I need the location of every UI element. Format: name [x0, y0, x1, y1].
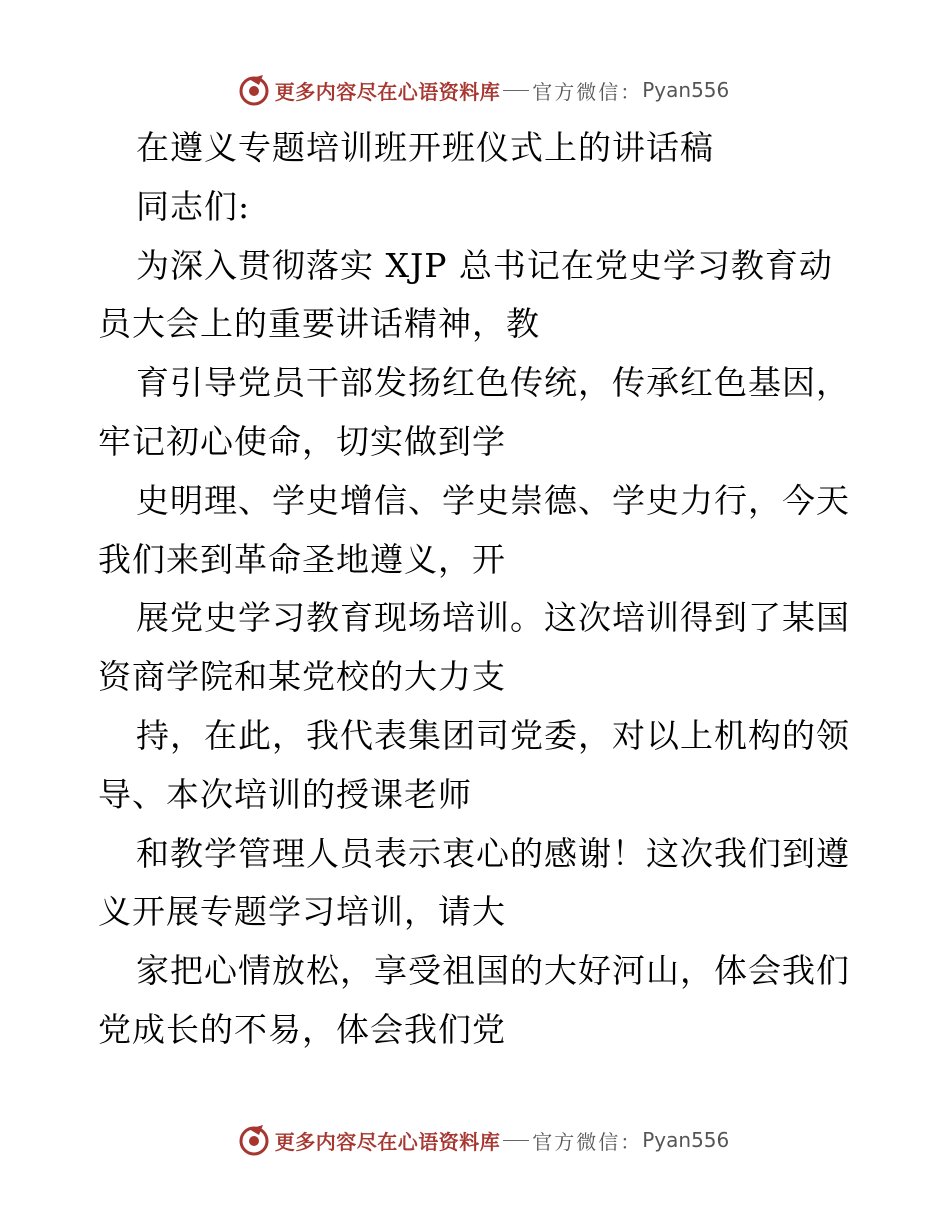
banner-divider: [503, 90, 529, 91]
paragraph-line: 和教学管理人员表示衷心的感谢！这次我们到遵: [136, 833, 850, 873]
footer-banner: [0, 1120, 950, 1160]
banner-wechat-id: Pyan556: [642, 78, 730, 102]
paragraph-line: 义开展专题学习培训，请大: [98, 892, 506, 932]
paragraph-line: 我们来到革命圣地遵义，开: [98, 539, 506, 579]
document-body: [98, 119, 868, 1060]
paragraph-line: 家把心情放松，享受祖国的大好河山，体会我们: [136, 951, 850, 991]
banner-wechat-label: 官方微信：: [532, 1129, 643, 1154]
banner-brand-text: 更多内容尽在心语资料库: [274, 79, 501, 104]
banner-divider: [503, 1140, 529, 1141]
header-banner: [0, 70, 950, 110]
paragraph-line: 持，在此，我代表集团司党委，对以上机构的领: [136, 715, 850, 755]
salutation: 同志们:: [136, 186, 251, 226]
paragraph-line: 展党史学习教育现场培训。这次培训得到了某国: [136, 598, 850, 638]
paragraph-line: 导、本次培训的授课老师: [98, 774, 472, 814]
banner-wechat-id: Pyan556: [642, 1128, 730, 1152]
library-logo-icon: [237, 1123, 271, 1157]
paragraph-line: 党成长的不易，体会我们党: [98, 1009, 506, 1049]
paragraph-line: 资商学院和某党校的大力支: [98, 657, 506, 697]
library-logo-icon: [237, 73, 271, 107]
paragraph-line: 员大会上的重要讲话精神，教: [98, 304, 540, 344]
banner-brand-text: 更多内容尽在心语资料库: [274, 1129, 501, 1154]
document-title: 在遵义专题培训班开班仪式上的讲话稿: [136, 128, 714, 167]
banner-wechat-label: 官方微信：: [532, 79, 643, 104]
paragraph-line: 为深入贯彻落实 XJP 总书记在党史学习教育动: [136, 245, 833, 285]
paragraph-line: 育引导党员干部发扬红色传统，传承红色基因，: [136, 363, 850, 403]
paragraph-line: 牢记初心使命，切实做到学: [98, 421, 506, 461]
paragraph-line: 史明理、学史增信、学史崇德、学史力行，今天: [136, 480, 850, 520]
